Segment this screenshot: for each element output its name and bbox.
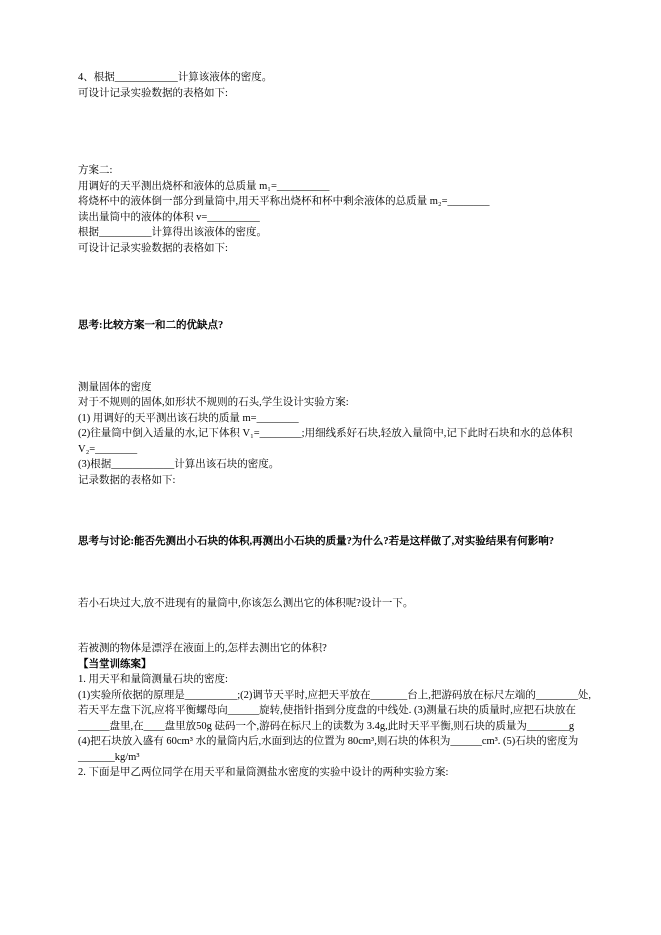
text-line: 1. 用天平和量筒测量石块的密度:: [78, 674, 228, 685]
section-think-compare: [78, 318, 601, 334]
section-plan-two: [78, 163, 601, 256]
spacer-answer-area-3: [78, 611, 601, 641]
text-line: 方案二:: [78, 165, 113, 176]
text-line: 若被测的物体是漂浮在液面上的,怎样去测出它的体积?: [78, 643, 327, 654]
section-classroom-exercises: [78, 657, 601, 781]
section-solid-density: [78, 380, 601, 489]
section-plan-one-tail: [78, 70, 601, 101]
text-line: 根据__________计算得出该液体的密度。: [78, 227, 267, 238]
text-line: 思考:比较方案一和二的优缺点?: [78, 320, 224, 331]
text-line: (1)实验所依据的原理是__________;(2)调节天平时,应把天平放在_______台上,把游码放在标尺左端的________处,若天平左盘下沉,应将平衡螺母向______旋转,使指针指到分度盘的中线处. (3)测量石块的质量时,应把石块放在______盘里,在____盘里放50g 砝码一个,游码在标尺上的读数为 3.4g,此时天平平衡,则石块的质量为________g: [78, 689, 592, 732]
text-line: 4、根据____________计算该液体的密度。: [78, 72, 273, 83]
spacer-table-area-1: [78, 101, 601, 163]
text-line: (3)根据____________计算出该石块的密度。: [78, 459, 280, 470]
text-line: (4)把石块放入盛有 60cm³ 水的量筒内后,水面到达的位置为 80cm³,则石块的体积为______cm³. (5)石块的密度为_______kg/m³: [78, 736, 579, 763]
section-big-stone-question: [78, 596, 601, 612]
text-line: (1) 用调好的天平测出该石块的质量 m=________: [78, 412, 299, 424]
text-line: 用调好的天平测出烧杯和液体的总质量 m₁=__________: [78, 180, 330, 192]
document-body: [78, 70, 601, 781]
section-think-discuss: [78, 534, 601, 550]
spacer-table-area-2: [78, 256, 601, 318]
spacer-answer-area-1: [78, 334, 601, 380]
spacer-answer-area-2: [78, 550, 601, 596]
text-line: (2)往量筒中倒入适量的水,记下体积 V₁=________;用细线系好石块,轻放入量筒中,记下此时石块和水的总体积 V₂=________: [78, 428, 575, 455]
text-line: 思考与讨论:能否先测出小石块的体积,再测出小石块的质量?为什么?若是这样做了,对实验结果有何影响?: [78, 536, 554, 547]
text-line: 可设计记录实验数据的表格如下:: [78, 242, 228, 254]
text-line: 记录数据的表格如下:: [78, 474, 176, 486]
text-line: 若小石块过大,放不进现有的量筒中,你该怎么测出它的体积呢?设计一下。: [78, 597, 414, 609]
text-line: 读出量筒中的液体的体积 v=__________: [78, 211, 260, 223]
text-line: 2. 下面是甲乙两位同学在用天平和量筒测盐水密度的实验中设计的两种实验方案:: [78, 767, 449, 778]
spacer-table-area-3: [78, 488, 601, 534]
text-line: 可设计记录实验数据的表格如下:: [78, 87, 228, 99]
section-floating-object-question: [78, 641, 601, 657]
text-line: 测量固体的密度: [78, 381, 152, 393]
text-line: 【当堂训练案】: [78, 658, 152, 670]
text-line: 将烧杯中的液体倒一部分到量筒中,用天平称出烧杯和杯中剩余液体的总质量 m₂=________: [78, 196, 490, 207]
text-line: 对于不规则的固体,如形状不规则的石头,学生设计实验方案:: [78, 397, 349, 408]
